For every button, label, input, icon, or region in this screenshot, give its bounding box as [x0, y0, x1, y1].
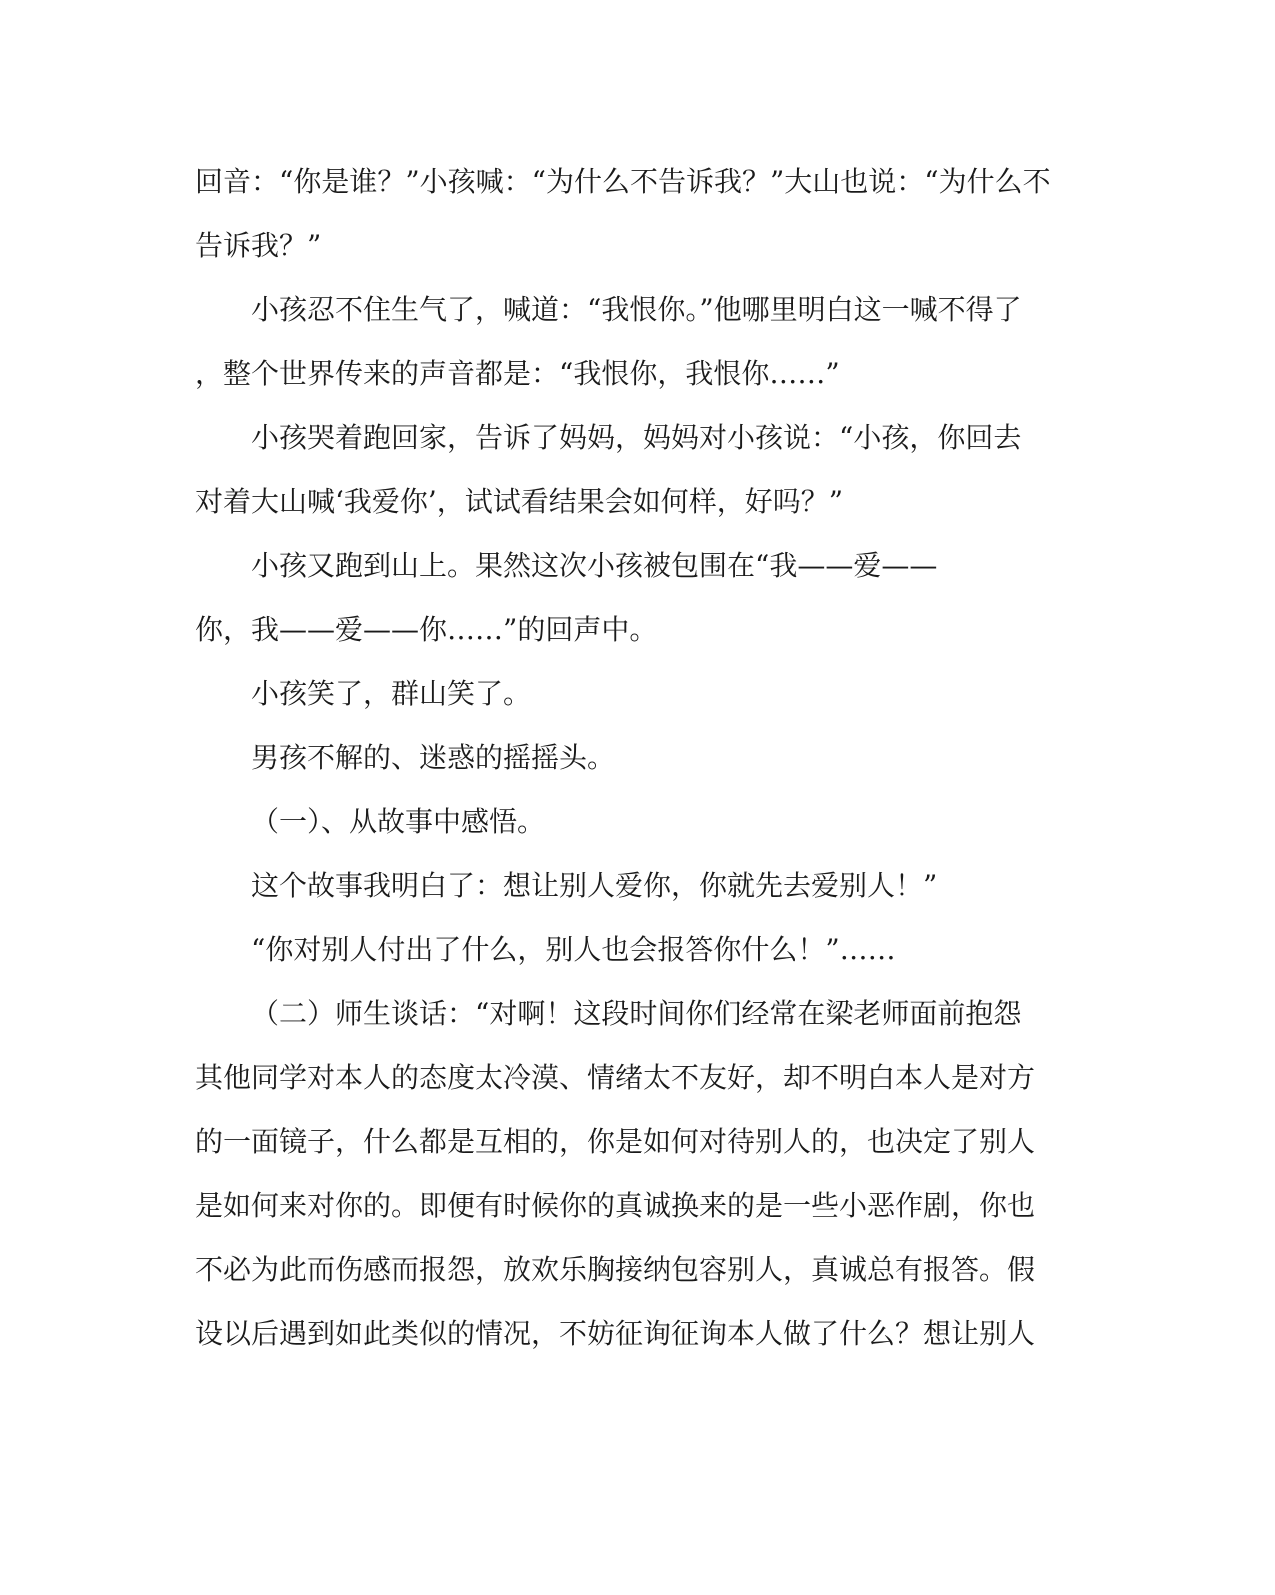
text-line: 小孩笑了，群山笑了。 [251, 677, 532, 710]
text-line: （二）师生谈话：“对啊！这段时间你们经常在梁老师面前抱怨 [251, 997, 1022, 1030]
text-line: 其他同学对本人的态度太冷漠、情绪太不友好，却不明白本人是对方 [195, 1061, 1036, 1094]
text-line: （一）、从故事中感悟。 [251, 805, 546, 838]
text-line: 小孩又跑到山上。果然这次小孩被包围在“我——爱—— [251, 549, 938, 582]
text-line: 对着大山喊‘我爱你’，试试看结果会如何样，好吗？” [195, 485, 844, 518]
text-line: 你，我——爱——你……”的回声中。 [195, 613, 658, 646]
text-line: 小孩哭着跑回家，告诉了妈妈，妈妈对小孩说：“小孩，你回去 [251, 421, 1022, 454]
text-line: 的一面镜子，什么都是互相的，你是如何对待别人的，也决定了别人 [195, 1125, 1036, 1158]
text-line: 设以后遇到如此类似的情况，不妨征询征询本人做了什么？想让别人 [195, 1317, 1036, 1350]
text-line: 这个故事我明白了：想让别人爱你，你就先去爱别人！” [251, 869, 938, 902]
text-line: 告诉我？” [195, 229, 322, 262]
text-line: “你对别人付出了什么，别人也会报答你什么！”…… [251, 933, 896, 966]
body-text [195, 150, 1065, 1366]
text-line: 是如何来对你的。即便有时候你的真诚换来的是一些小恶作剧，你也 [195, 1189, 1036, 1222]
text-line: ，整个世界传来的声音都是：“我恨你，我恨你……” [195, 357, 840, 390]
text-line: 不必为此而伤感而报怨，放欢乐胸接纳包容别人，真诚总有报答。假 [195, 1253, 1036, 1286]
text-line: 回音：“你是谁？”小孩喊：“为什么不告诉我？”大山也说：“为什么不 [195, 165, 1051, 198]
text-line: 小孩忍不住生气了，喊道：“我恨你。”他哪里明白这一喊不得了 [251, 293, 1022, 326]
text-line: 男孩不解的、迷惑的摇摇头。 [251, 741, 616, 774]
